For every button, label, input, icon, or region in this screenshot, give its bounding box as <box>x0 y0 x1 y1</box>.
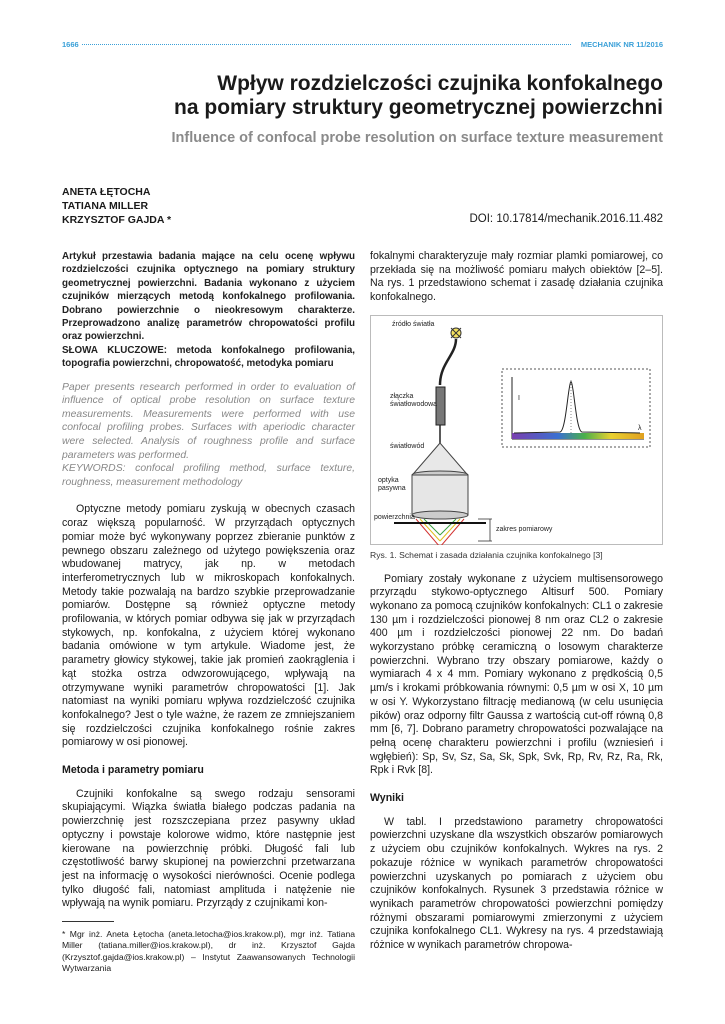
intro-paragraph: Optyczne metody pomiaru zyskują w obecnych czasach coraz większą popularność. W przyrządach optycznych pomiar może być wykonywany poprzez zbieranie punktów z pewnego obszaru zależnego od użytego powiększenia oraz wbudowanej matrycy, jak np. w metodach interferometrycznych lub w mikroskopach konfokalnych. Metody takie pozwalają na bardzo szybkie przeprowadzanie pomiarów. Dostępne są również optyczne metody profilowania, w których pomiar odbywa się jak w przyrządach stykowych, np. konfokalna, z użyciem której wykonano badania omówione w tym artykule. Wiadome jest, że parametry głowicy stykowej, takie jak promień zaokrąglenia i kąt stożka ostrza odwzorowującego, wpływają na otrzymywane wyniki parametrów chropowatości [1]. Jak natomiast na wyniki pomiaru wpływa rozdzielczość czujnika konfokalnego? Jest o tyle ważne, że razem ze zmniejszaniem się rozdzielczości czujnika konfokalnego rośnie zakres pomiarowy w osi pionowej. <box>62 503 355 749</box>
abstract-pl-text: Artykuł przestawia badania mające na celu ocenę wpływu rozdzielczości czujnika optycznego na pomiary struktury geometrycznej powierzchni. Badania wykonano z użyciem czujników mierzących metodą konfokalnego profilowania. Dobrano powierzchnie o nieokresowym charakterze. Przeprowadzono analizę parametrów chropowatości profilu oraz powierzchni. <box>62 251 355 343</box>
figure-caption: Rys. 1. Schemat i zasada działania czujnika konfokalnego [3] <box>370 549 603 560</box>
article-title <box>62 72 663 120</box>
right-column <box>370 250 663 953</box>
keywords-pl: SŁOWA KLUCZOWE: metoda konfokalnego profilowania, topografia powierzchni, chropowatość, metodyka pomiaru <box>62 344 355 370</box>
figure-1 <box>370 315 663 545</box>
journal-name: MECHANIK NR 11/2016 <box>580 40 663 49</box>
left-column <box>62 250 355 974</box>
label-wavelength: λ <box>638 424 642 432</box>
english-title: Influence of confocal probe resolution on surface texture measurement <box>171 130 663 146</box>
label-intensity: I <box>518 394 520 402</box>
section-heading: Metoda i parametry pomiaru <box>62 764 204 777</box>
results-paragraph: W tabl. I przedstawiono parametry chropowatości powierzchni uzyskane dla wszystkich obszarów pomiarowych z użyciem obu czujników konfokalnych. Wykres na rys. 2 pokazuje różnice w wynikach parametrów chropowatości powierzchni uzyskanych po pomiarach z użyciem obu czujników konfokalnych. Rysunek 3 przedstawia różnice w wynikach parametrów chropowatości powierzchni pomiędzy różnymi obszarami pomiarowymi zmierzonymi z użyciem czujnika konfokalnego CL1. Wykresy na rys. 4 przedstawiają różnice w wynikach parametrów chropowa- <box>370 815 663 952</box>
label-fiber: światłowód <box>390 442 425 450</box>
author-list <box>62 185 171 227</box>
title-line-2: na pomiary struktury geometrycznej powierzchni <box>174 96 663 119</box>
header-rule <box>82 44 571 45</box>
confocal-diagram <box>370 315 663 545</box>
fiber-cable <box>440 339 456 385</box>
label-optics: optyka pasywna <box>378 476 406 493</box>
abstract-en-text: Paper presents research performed in order to evaluation of influence of optical probe resolution on surface texture measurements. Measurements were performed with use confocal profiling probes. Surfaces with aperiodic character were selected. Analysis of roughness profile and surface parameters was performed. <box>62 381 355 461</box>
spectrum-band <box>512 433 644 439</box>
author: ANETA ŁĘTOCHA <box>62 186 151 198</box>
author: TATIANA MILLER <box>62 200 149 212</box>
label-connector: złączka światłowodowa <box>390 392 438 409</box>
passive-optics <box>412 475 468 515</box>
section-paragraph: Czujniki konfokalne są swego rodzaju sensorami skupiającymi. Wiązka światła białego podczas padania na powierzchnię jest rozszczepiana przez pasywny układ optyczny i powstaje kolorowe widmo, które następnie jest kierowane na powierzchnię próbki. Długość fali lub częstotliwość barwy skupionej na powierzchni przetwarzana jest na informację o wysokości nierówności. Ocenie podlega tylko długość fali, natomiast amplituda i natężenie nie wpływają na wynik pomiaru. Przyrządy z czujnikami kon- <box>62 787 355 910</box>
doi-link[interactable]: DOI: 10.17814/mechanik.2016.11.482 <box>469 213 663 225</box>
abstract-en <box>62 381 355 490</box>
label-surface: powierzchnia <box>374 513 415 521</box>
keywords-en: KEYWORDS: confocal profiling method, surface texture, roughness, measurement methodology <box>62 463 355 488</box>
title-line-1: Wpływ rozdzielczości czujnika konfokalnego <box>217 72 663 95</box>
page-number: 1666 <box>62 40 79 49</box>
running-header <box>62 40 663 52</box>
author: KRZYSZTOF GAJDA * <box>62 214 172 226</box>
abstract-pl <box>62 250 355 371</box>
measurement-paragraph: Pomiary zostały wykonane z użyciem multisensorowego przyrządu stykowo-optycznego Altisurf 500. Pomiary wykonano za pomocą czujników konfokalnych: CL1 o zakresie 130 µm i rozdzielczości pionowej 8 nm oraz CL2 o zakresie 400 µm i rozdzielczości pionowej 22 nm. Do badań wykorzystano próbkę ceramiczną o losowym charakterze powierzchni. Wybrano trzy obszary pomiarowe, każdy o wymiarach 4 x 4 mm. Pomiary wykonano z prędkością 0,5 µm/s i krokami próbkowania równymi: 0,5 µm w osi X, 10 µm w osi Y. Wykorzystano filtrację medianową (w celu usunięcia pików) oraz odporny filtr Gaussa z wartością cut-off równą 0,8 mm [6, 7]. Dobrano parametry chropowatości pozwalające na pełną ocenę charakteru powierzchni i profilu (wzniesień i wgłębień): Sp, Sv, Sz, Sa, Sk, Spk, Svk, Rp, Rv, Rz, Ra, Rk, Rpk i Rvk [8]. <box>370 572 663 777</box>
footnote-rule <box>62 921 114 922</box>
continuation-paragraph: fokalnymi charakteryzuje mały rozmiar plamki pomiarowej, co przekłada się na możliwość pomiaru małych obiektów [2–5]. Na rys. 1 przedstawiono schemat i zasadę działania czujnika konfokalnego. <box>370 250 663 304</box>
label-light-source: źródło światła <box>392 320 435 328</box>
footnote: * Mgr inż. Aneta Łętocha (aneta.letocha@ios.krakow.pl), mgr inż. Tatiana Miller (tatiana.miller@ios.krakow.pl), dr inż. Krzysztof Gajda (Krzysztof.gajda@ios.krakow.pl) – Instytut Zaawansowanych Technologii Wytwarzania <box>62 929 355 973</box>
label-range: zakres pomiarowy <box>496 525 553 533</box>
results-heading: Wyniki <box>370 792 404 805</box>
